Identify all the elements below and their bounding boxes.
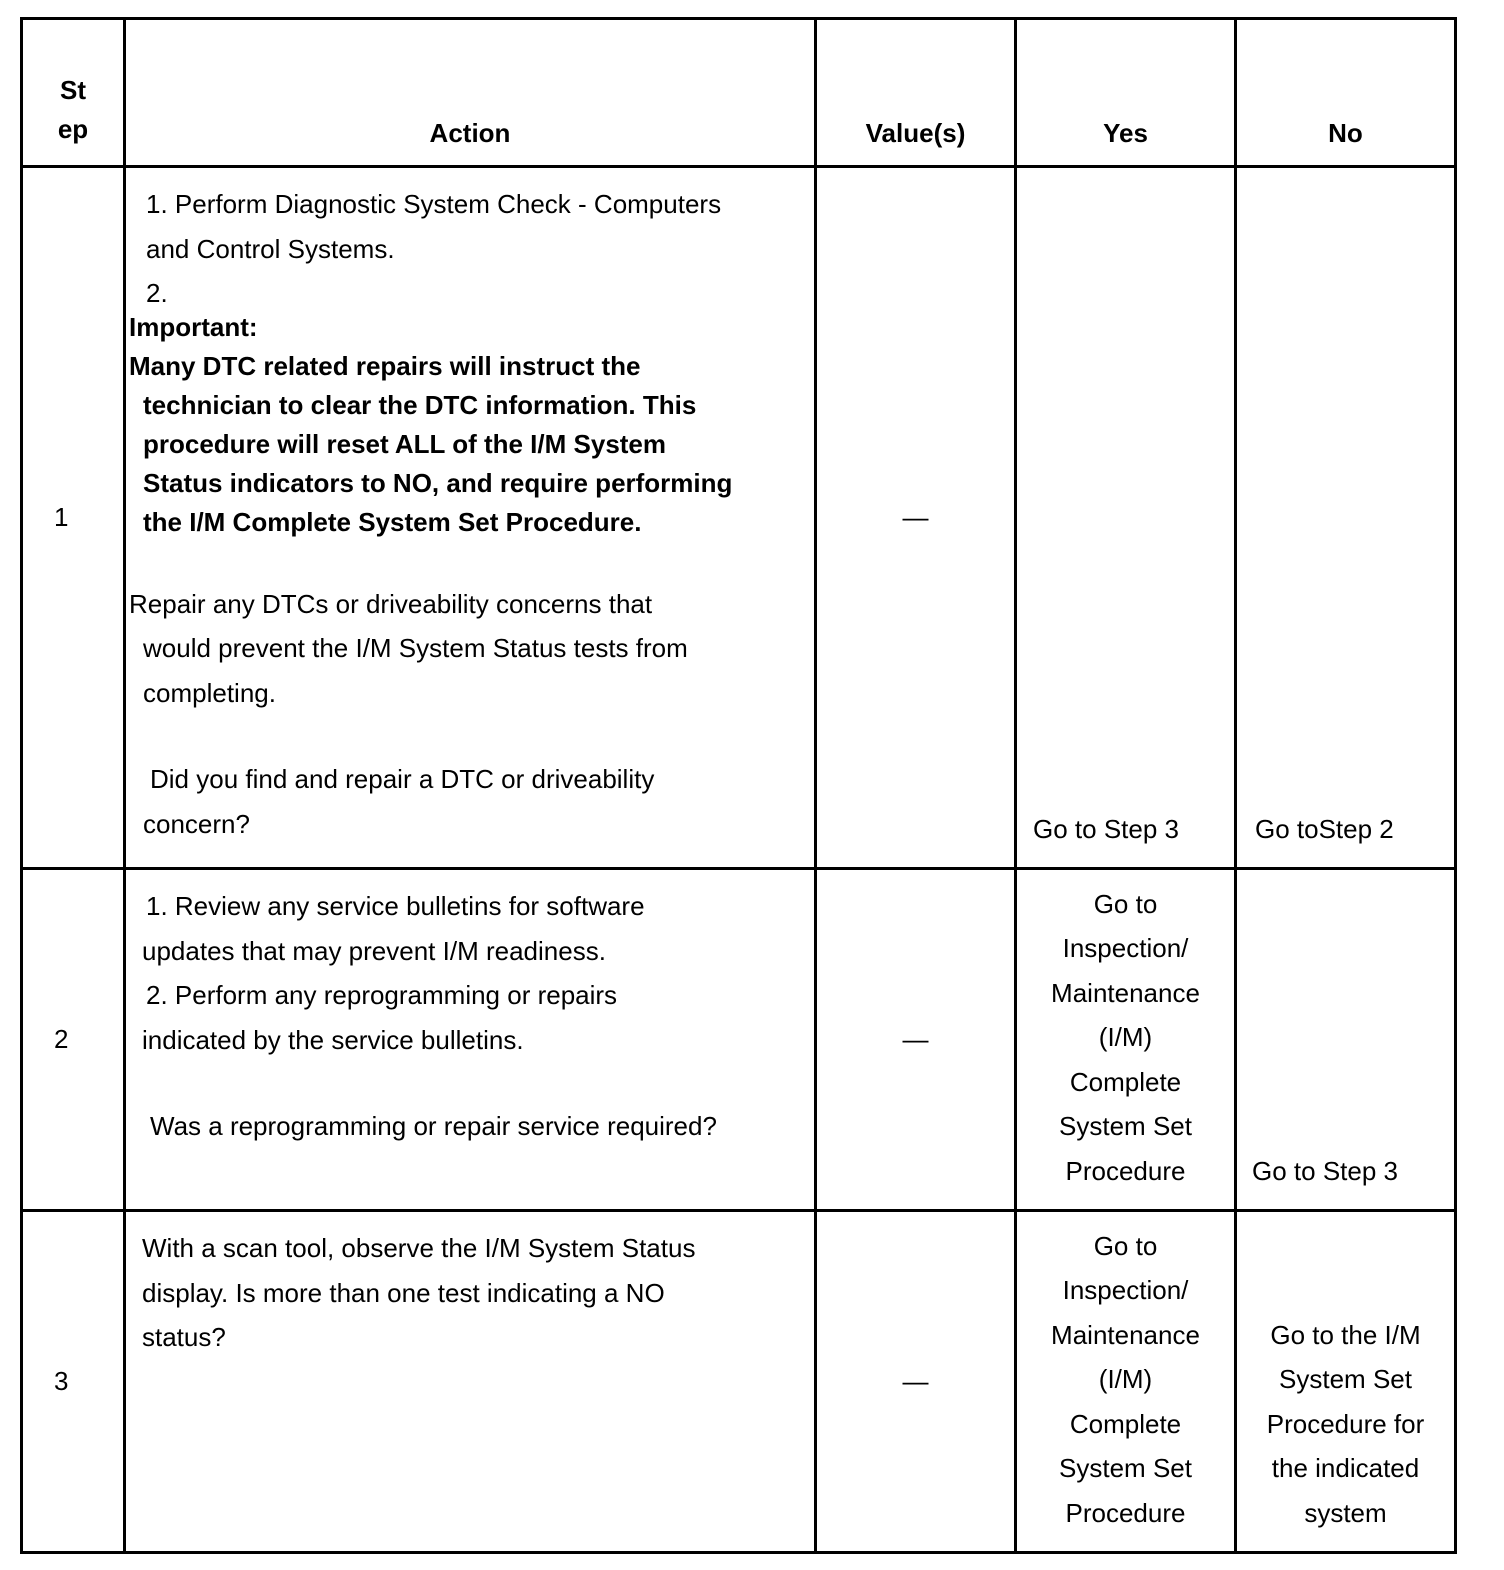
- yes-action-line: Inspection/: [1062, 933, 1189, 963]
- no-cell: [1236, 869, 1456, 1211]
- header-step-line1: St: [60, 75, 86, 105]
- question-line: Did you find and repair a DTC or driveability: [150, 764, 655, 794]
- table-row: [22, 167, 1456, 869]
- action-line: 2.: [146, 278, 168, 308]
- important-line: Status indicators to NO, and require performing: [143, 467, 733, 498]
- repair-line: would prevent the I/M System Status tests from: [143, 633, 688, 663]
- action-cell: [125, 167, 816, 869]
- yes-action: Go to Step 3: [1033, 813, 1179, 844]
- yes-action-line: System Set: [1059, 1111, 1192, 1141]
- table-row: [22, 869, 1456, 1211]
- no-action: Go to Step 3: [1252, 1155, 1398, 1186]
- important-line: Many DTC related repairs will instruct the: [129, 350, 641, 381]
- yes-action-line: Go to: [1093, 888, 1158, 919]
- value-cell: —: [816, 167, 1016, 869]
- no-action-line: the indicated: [1271, 1453, 1420, 1483]
- header-yes: Yes: [1016, 19, 1236, 167]
- yes-action-line: Go to: [1093, 1230, 1158, 1261]
- action-line: and Control Systems.: [146, 233, 395, 264]
- important-title: Important:: [129, 311, 258, 342]
- action-line: status?: [142, 1322, 226, 1352]
- action-line: 2. Perform any reprogramming or repairs: [146, 980, 618, 1010]
- action-cell: [125, 1211, 816, 1553]
- no-cell: [1236, 1211, 1456, 1553]
- yes-cell: [1016, 869, 1236, 1211]
- header-step-line2: ep: [57, 114, 89, 144]
- header-no: No: [1236, 19, 1456, 167]
- table-row: [22, 1211, 1456, 1553]
- action-line: updates that may prevent I/M readiness.: [142, 935, 606, 966]
- header-row: [22, 19, 1456, 167]
- value-cell: —: [816, 869, 1016, 1211]
- no-action-line: Go to the I/M: [1270, 1319, 1421, 1350]
- yes-cell: [1016, 1211, 1236, 1553]
- no-action-line: System Set: [1279, 1364, 1412, 1394]
- no-action: Go toStep 2: [1255, 813, 1394, 844]
- action-line: indicated by the service bulletins.: [142, 1024, 524, 1055]
- yes-action-line: Inspection/: [1062, 1275, 1189, 1305]
- important-line: technician to clear the DTC information. This: [143, 389, 697, 420]
- important-line: the I/M Complete System Set Procedure.: [143, 506, 642, 537]
- yes-action-line: Maintenance: [1051, 1319, 1200, 1350]
- question-line: Was a reprogramming or repair service required?: [150, 1111, 717, 1141]
- action-line: 1. Review any service bulletins for software: [146, 891, 645, 921]
- no-cell: [1236, 167, 1456, 869]
- important-line: procedure will reset ALL of the I/M System: [143, 428, 667, 459]
- yes-action-line: (I/M): [1098, 1364, 1153, 1394]
- value-cell: —: [816, 1211, 1016, 1553]
- diagnostic-table: [20, 17, 1457, 1554]
- yes-action-line: Procedure: [1065, 1155, 1186, 1186]
- yes-action-line: Complete: [1069, 1408, 1182, 1439]
- no-action-line: Procedure for: [1266, 1408, 1425, 1439]
- yes-action-line: Maintenance: [1051, 977, 1200, 1008]
- action-line: With a scan tool, observe the I/M System Status: [142, 1233, 696, 1263]
- step-number: 2: [22, 869, 125, 1211]
- action-line: 1. Perform Diagnostic System Check - Computers: [146, 189, 722, 219]
- yes-action-line: (I/M): [1098, 1022, 1153, 1052]
- yes-cell: [1016, 167, 1236, 869]
- action-line: display. Is more than one test indicating a NO: [142, 1277, 665, 1308]
- question-line: concern?: [143, 808, 250, 839]
- step-number: 3: [22, 1211, 125, 1553]
- repair-line: completing.: [143, 677, 276, 708]
- step-number: 1: [22, 167, 125, 869]
- repair-line: Repair any DTCs or driveability concerns that: [129, 588, 653, 619]
- yes-action-line: Procedure: [1065, 1497, 1186, 1528]
- header-values: Value(s): [816, 19, 1016, 167]
- header-action: Action: [125, 19, 816, 167]
- header-step: [22, 19, 125, 167]
- yes-action-line: System Set: [1059, 1453, 1192, 1483]
- no-action-line: system: [1304, 1497, 1387, 1528]
- yes-action-line: Complete: [1069, 1066, 1182, 1097]
- action-cell: [125, 869, 816, 1211]
